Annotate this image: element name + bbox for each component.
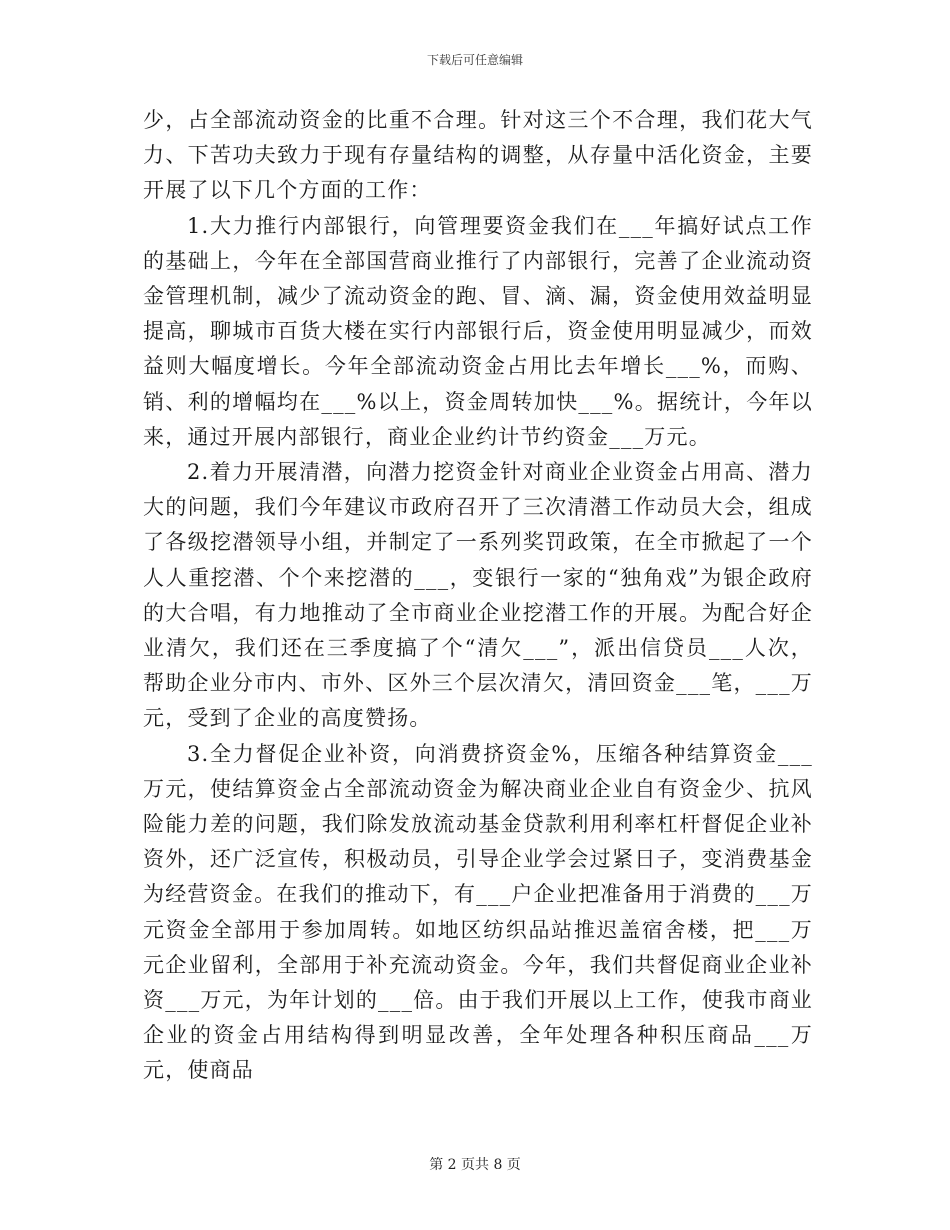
paragraph-capital-supplement: 3.全力督促企业补资，向消费挤资金%，压缩各种结算资金___万元，使结算资金占全部流动资金为解决商业企业自有资金少、抗风险能力差的问题，我们除发放流动基金贷款利用利率杠杆督促企业补资外，还广泛宣传，积极动员，引导企业学会过紧日子，变消费基金为经营资金。在我们的推动下，有___户企业把准备用于消费的___万元资金全部用于参加周转。如地区纺织品站推迟盖宿舍楼，把___万元企业留利，全部用于补充流动资金。今年，我们共督促商业企业补资___万元，为年计划的___倍。由于我们开展以上工作，使我市商业企业的资金占用结构得到明显改善，全年处理各种积压商品___万元，使商品 xyxy=(143,741,813,1083)
paragraph-clearing-potential: 2.着力开展清潜，向潜力挖资金针对商业企业资金占用高、潜力大的问题，我们今年建议市政府召开了三次清潜工作动员大会，组成了各级挖潜领导小组，并制定了一系列奖罚政策，在全市掀起了一个人人重挖潜、个个来挖潜的___，变银行一家的“独角戏”为银企政府的大合唱，有力地推动了全市商业企业挖潜工作的开展。为配合好企业清欠，我们还在三季度搞了个“清欠___”，派出信贷员___人次，帮助企业分市内、市外、区外三个层次清欠，清回资金___笔，___万元，受到了企业的高度赞扬。 xyxy=(143,460,813,731)
page-number-footer: 第 2 页共 8 页 xyxy=(429,1157,521,1173)
page-header: 下载后可任意编辑 xyxy=(426,53,523,67)
document-body xyxy=(143,103,813,1089)
paragraph-internal-bank: 1.大力推行内部银行，向管理要资金我们在___年搞好试点工作的基础上，今年在全部国营商业推行了内部银行，完善了企业流动资金管理机制，减少了流动资金的跑、冒、滴、漏，资金使用效益明显提高，聊城市百货大楼在实行内部银行后，资金使用明显减少，而效益则大幅度增长。今年全部流动资金占用比去年增长___%，而购、销、利的增幅均在___%以上，资金周转加快___%。据统计，今年以来，通过开展内部银行，商业企业约计节约资金___万元。 xyxy=(143,213,813,449)
paragraph-continuation: 少，占全部流动资金的比重不合理。针对这三个不合理，我们花大气力、下苦功夫致力于现有存量结构的调整，从存量中活化资金，主要开展了以下几个方面的工作： xyxy=(143,108,813,203)
